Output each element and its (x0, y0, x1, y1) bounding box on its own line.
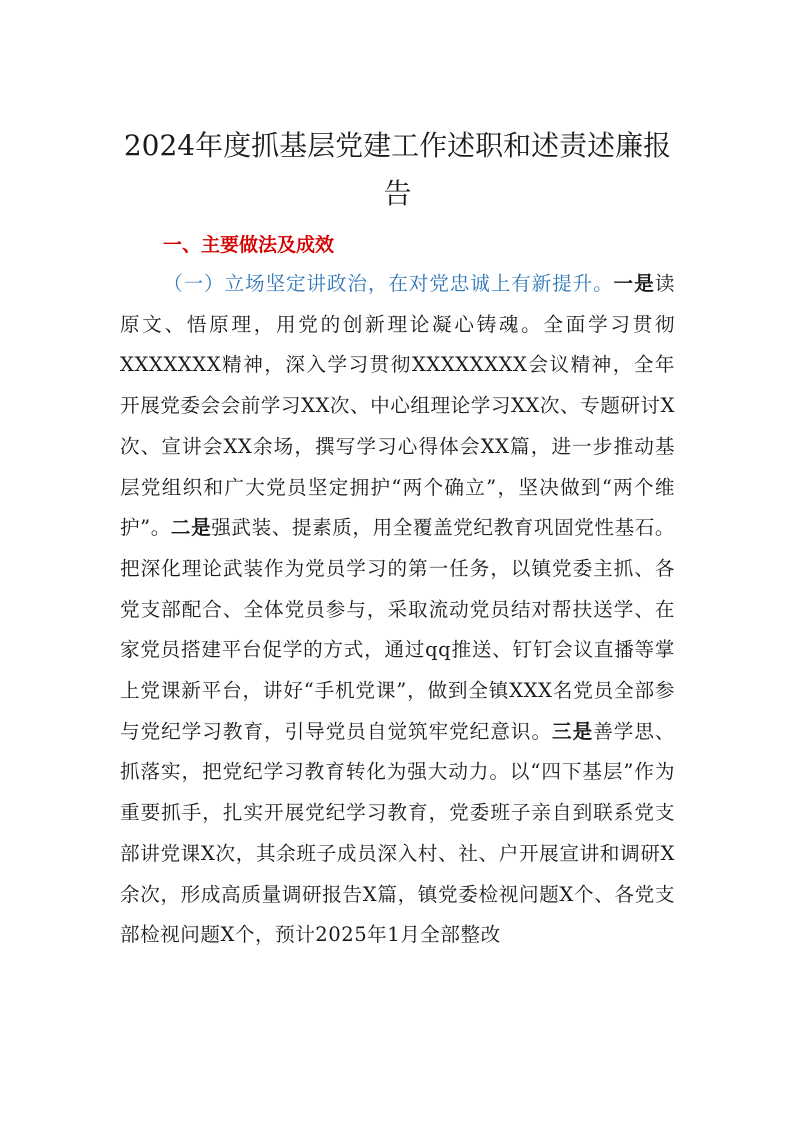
point-3-label: 三是 (552, 719, 594, 743)
point-2-text: 强武装、提素质，用全覆盖党纪教育巩固党性基石。把深化理论武装作为党员学习的第一任务，以镇党委主抓、各党支部配合、全体党员参与，采取流动党员结对帮扶送学、在家党员搭建平台促学的方式，通过qq推送、钉钉会议直播等掌上党课新平台，讲好“手机党课”，做到全镇XXX名党员全部参与党纪学习教育，引导党员自觉筑牢党纪意识。 (120, 516, 675, 743)
document-title: 2024年度抓基层党建工作述职和述责述廉报告 (123, 129, 672, 210)
point-2-label: 二是 (170, 516, 212, 540)
paragraph-subheading: （一）立场坚定讲政治，在对党忠诚上有新提升。 (163, 272, 614, 295)
section-heading: 一、主要做法及成效 (163, 234, 335, 256)
point-3-text: 善学思、抓落实，把党纪学习教育转化为强大动力。以“四下基层”作为重要抓手，扎实开展党纪学习教育，党委班子亲自到联系党支部讲党课X次，其余班子成员深入村、社、户开展宣讲和调研X余次，形成高质量调研报告X篇，镇党委检视问题X个、各党支部检视问题X个，预计2025年1月全部整改 (120, 719, 676, 947)
point-1-text: 读原文、悟原理，用党的创新理论凝心铸魂。全面学习贯彻XXXXXXX精神，深入学习贯彻XXXXXXXX会议精神，全年开展党委会会前学习XX次、中心组理论学习XX次、专题研讨X次、宣讲会XX余场，撰写学习心得体会XX篇，进一步推动基层党组织和广大党员坚定拥护“两个确立”，坚决做到“两个维护”。 (120, 272, 675, 540)
point-1-label: 一是 (613, 272, 655, 295)
body-paragraph (120, 264, 675, 956)
